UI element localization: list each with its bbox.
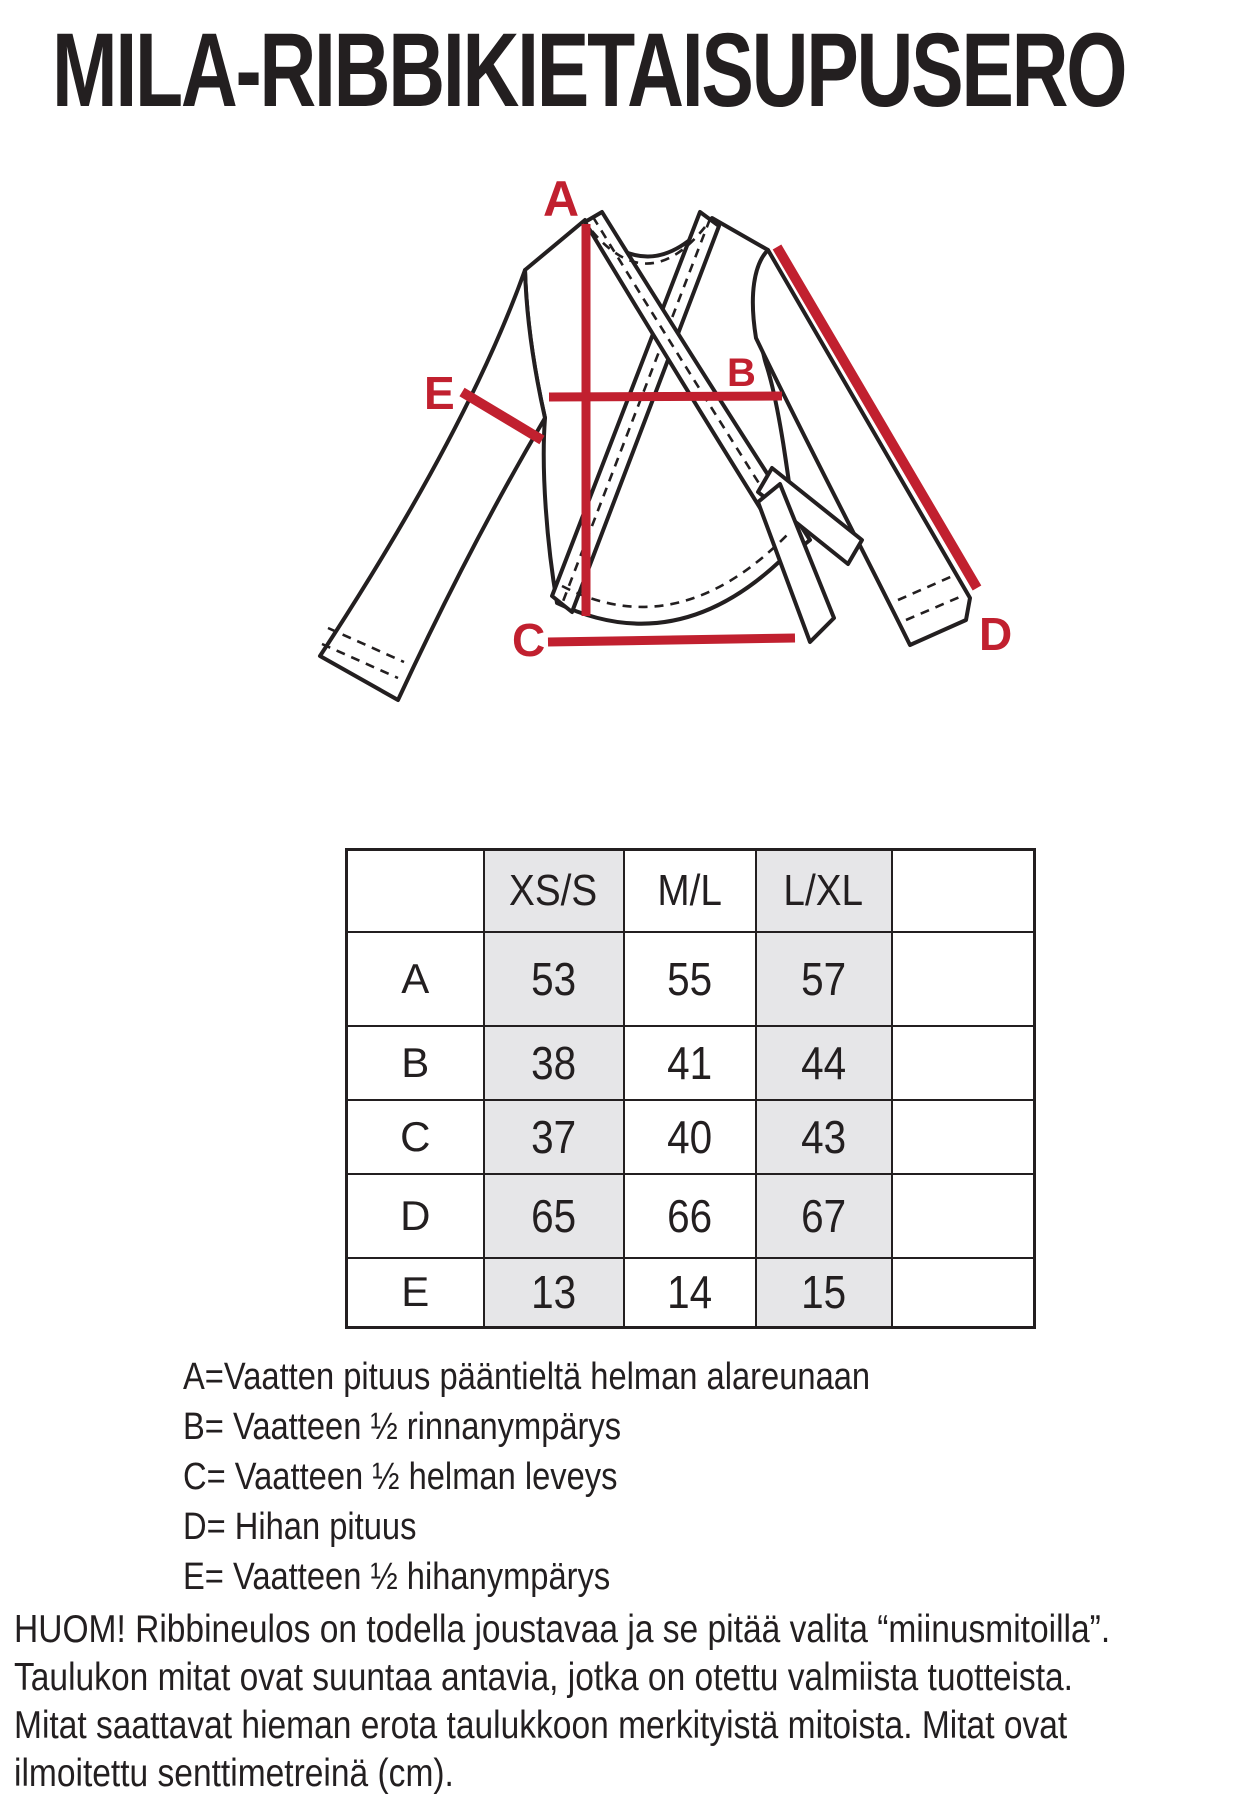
pattern-title: MILA-RIBBIKIETAISUPUSERO (52, 12, 1126, 129)
measure-line-c (548, 638, 795, 642)
row-label: C (347, 1100, 484, 1174)
table-row-d (347, 1174, 1035, 1258)
note-line: HUOM! Ribbineulos on todella joustavaa ja se pitää valita “miinusmitoilla”. (14, 1608, 1111, 1651)
legend-item-d: D= Hihan pituus (183, 1506, 417, 1548)
table-row-b (347, 1026, 1035, 1100)
table-row-e (347, 1258, 1035, 1328)
legend-item-c: C= Vaatteen ½ helman leveys (183, 1456, 618, 1498)
cell-value: 53 (484, 932, 624, 1026)
cell-value: 67 (756, 1174, 892, 1258)
legend-item-e: E= Vaatteen ½ hihanympärys (183, 1556, 611, 1598)
note-paragraph (14, 1606, 1242, 1798)
cell-value: 37 (484, 1100, 624, 1174)
measurement-legend (183, 1352, 982, 1602)
size-table-corner-cell (347, 850, 484, 932)
cell-value: 38 (484, 1026, 624, 1100)
size-table (345, 848, 1036, 1329)
cell-value: 15 (756, 1258, 892, 1328)
cell-value: 65 (484, 1174, 624, 1258)
cell-value: 55 (624, 932, 756, 1026)
note-line: Taulukon mitat ovat suuntaa antavia, jotka on otettu valmiista tuotteista. (14, 1656, 1073, 1699)
cell-value: 44 (756, 1026, 892, 1100)
row-label: B (347, 1026, 484, 1100)
legend-item-a: A=Vaatten pituus pääntieltä helman alareunaan (183, 1356, 871, 1398)
size-column-empty (892, 850, 1035, 932)
cell-value: 13 (484, 1258, 624, 1328)
cell-value (892, 1174, 1035, 1258)
table-row-a (347, 932, 1035, 1026)
cell-value: 43 (756, 1100, 892, 1174)
legend-item-b: B= Vaatteen ½ rinnanympärys (183, 1406, 622, 1448)
measure-label-d: D (979, 608, 1013, 660)
note-line: ilmoitettu senttimetreinä (cm). (14, 1752, 454, 1795)
cell-value: 57 (756, 932, 892, 1026)
size-column-lxl: L/XL (756, 850, 892, 932)
cell-value: 41 (624, 1026, 756, 1100)
measure-label-b: B (727, 351, 756, 395)
note-line: Mitat saattavat hieman erota taulukkoon merkityistä mitoista. Mitat ovat (14, 1704, 1068, 1747)
row-label: E (347, 1258, 484, 1328)
cell-value: 40 (624, 1100, 756, 1174)
cell-value (892, 1258, 1035, 1328)
row-label: A (347, 932, 484, 1026)
measure-label-e: E (424, 367, 455, 419)
size-table-header-row (347, 850, 1035, 932)
cell-value (892, 932, 1035, 1026)
measure-line-b (549, 396, 782, 397)
measure-label-c: C (512, 614, 546, 666)
cell-value (892, 1026, 1035, 1100)
measure-label-a: A (543, 171, 580, 227)
cell-value: 66 (624, 1174, 756, 1258)
garment-measurement-diagram (270, 150, 1050, 715)
row-label: D (347, 1174, 484, 1258)
table-row-c (347, 1100, 1035, 1174)
cell-value (892, 1100, 1035, 1174)
size-column-xss: XS/S (484, 850, 624, 932)
cell-value: 14 (624, 1258, 756, 1328)
size-column-ml: M/L (624, 850, 756, 932)
